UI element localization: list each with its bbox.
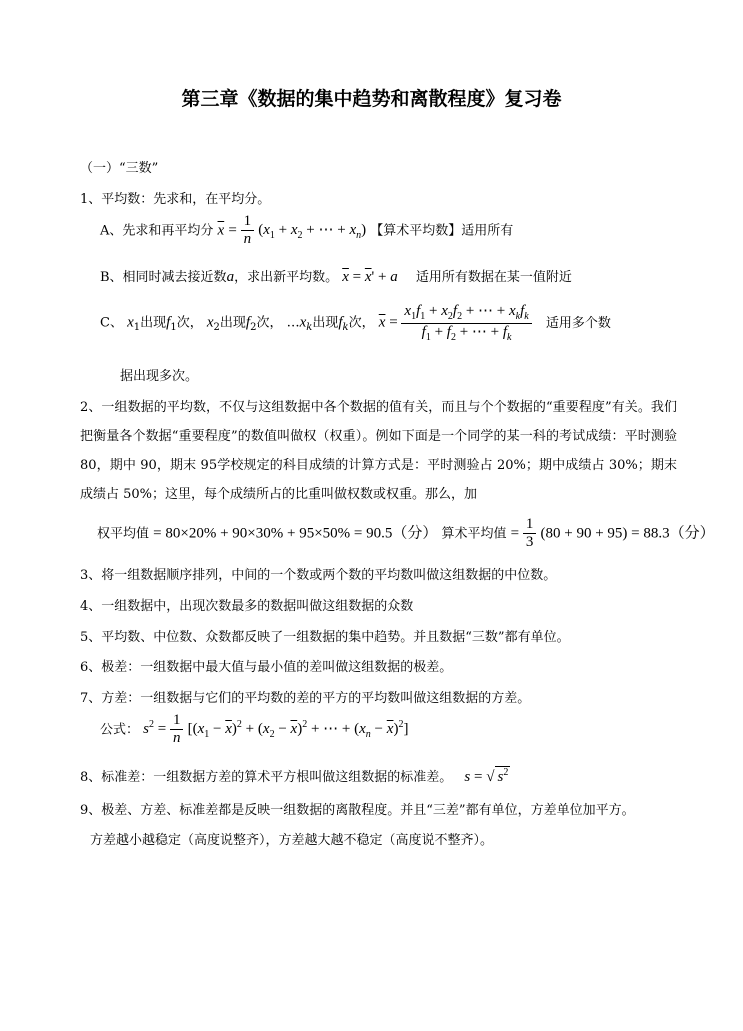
item-1-b: B、相同时减去接近数a，求出新平均数。 $\overline{x} = \overline{x}' + a$ 适用所有数据在某一值附近 <box>100 269 572 285</box>
fraction-1-over-n: $\frac{1}{n}$ <box>241 213 255 249</box>
item-2-formula: 权平均值 = 80×20% + 90×30% + 95×50% = 90.5（分） 算术平均值 = $\frac{1}{3}$ (80 + 90 + 95) = 88.3（分） <box>97 516 715 551</box>
item-1-c-continued: 据出现多次。 <box>120 369 199 384</box>
item-4: 4、一组数据中，出现次数最多的数据叫做这组数据的众数 <box>80 599 414 614</box>
fraction-one-third: $\frac{1}{3}$ <box>523 516 537 552</box>
sum-expression: ($x_1 + x_2$ + ⋯ + $x_n$) <box>258 222 367 242</box>
item-1-label: 1、平均数：先求和，在平均分。 <box>80 192 271 207</box>
item-5: 5、平均数、中位数、众数都反映了一组数据的集中趋势。并且数据“三数”都有单位。 <box>80 630 570 645</box>
mean-symbol: $\overline{x}$ <box>217 222 225 239</box>
item-7: 7、方差：一组数据与它们的平均数的差的平方的平均数叫做这组数据的方差。 <box>80 691 531 706</box>
variance-formula: 公式： $s^2$ = $\frac{1}{n}$ [$(x_1 - \overline{x})^2 + (x_2 - \overline{x})^2$ + ⋯ + $(x_n - \overline{x})^2$] <box>100 712 409 747</box>
shift-formula: $\overline{x} = \overline{x}' + a$ <box>342 269 398 285</box>
item-2-text: 2、一组数据的平均数，不仅与这组数据中各个数据的值有关，而且与个个数据的“重要程度”有关。我们把衡量各个数据“重要程度”的数值叫做权（权重）。例如下面是一个同学的某一科的考试成绩：平时测验 80，期中 90，期末 95学校规定的科目成绩的计算方式是：平时测验占 20%；期中成绩占 30%；期末成绩占 50%；这里，每个成绩所占的比重叫做权数或权重。那么，加 <box>80 400 677 502</box>
item-8: 8、标准差：一组数据方差的算术平方根叫做这组数据的标准差。 s = √ $s^2$ <box>80 767 509 785</box>
item-6: 6、极差：一组数据中最大值与最小值的差叫做这组数据的极差。 <box>80 660 453 675</box>
item-9-line-2: 方差越小越稳定（高度说整齐），方差越大越不稳定（高度说不整齐）。 <box>90 833 494 848</box>
item-1-c: C、 $x_1$出现$f_1$次， $x_2$出现$f_2$次， $\dots x_k$出现$f_k$次， $\overline{x}$ = $\frac{x_1f_1 + x_2f_2 + \cdots + x_kf_k}{f_1 + f_2 + \cdots + f_k}$ 适用多个数 <box>100 303 611 343</box>
page-title: 第三章《数据的集中趋势和离散程度》复习卷 <box>181 88 562 110</box>
item-3: 3、将一组数据顺序排列，中间的一个数或两个数的平均数叫做这组数据的中位数。 <box>80 568 557 583</box>
item-1-a: A、先求和再平均分 $\overline{x}$ = $\frac{1}{n}$ ($x_1 + x_2$ + ⋯ + $x_n$) 【算术平均数】适用所有 <box>100 213 514 248</box>
section-heading: （一）“三数” <box>80 161 159 176</box>
weighted-mean-fraction: $\frac{x_1f_1 + x_2f_2 + \cdots + x_kf_k}{f_1 + f_2 + \cdots + f_k}$ <box>401 303 531 343</box>
std-formula: s = √ $s^2$ <box>464 767 509 785</box>
item-9-line-1: 9、极差、方差、标准差都是反映一组数据的离散程度。并且“三差”都有单位，方差单位加平方。 <box>80 803 635 818</box>
